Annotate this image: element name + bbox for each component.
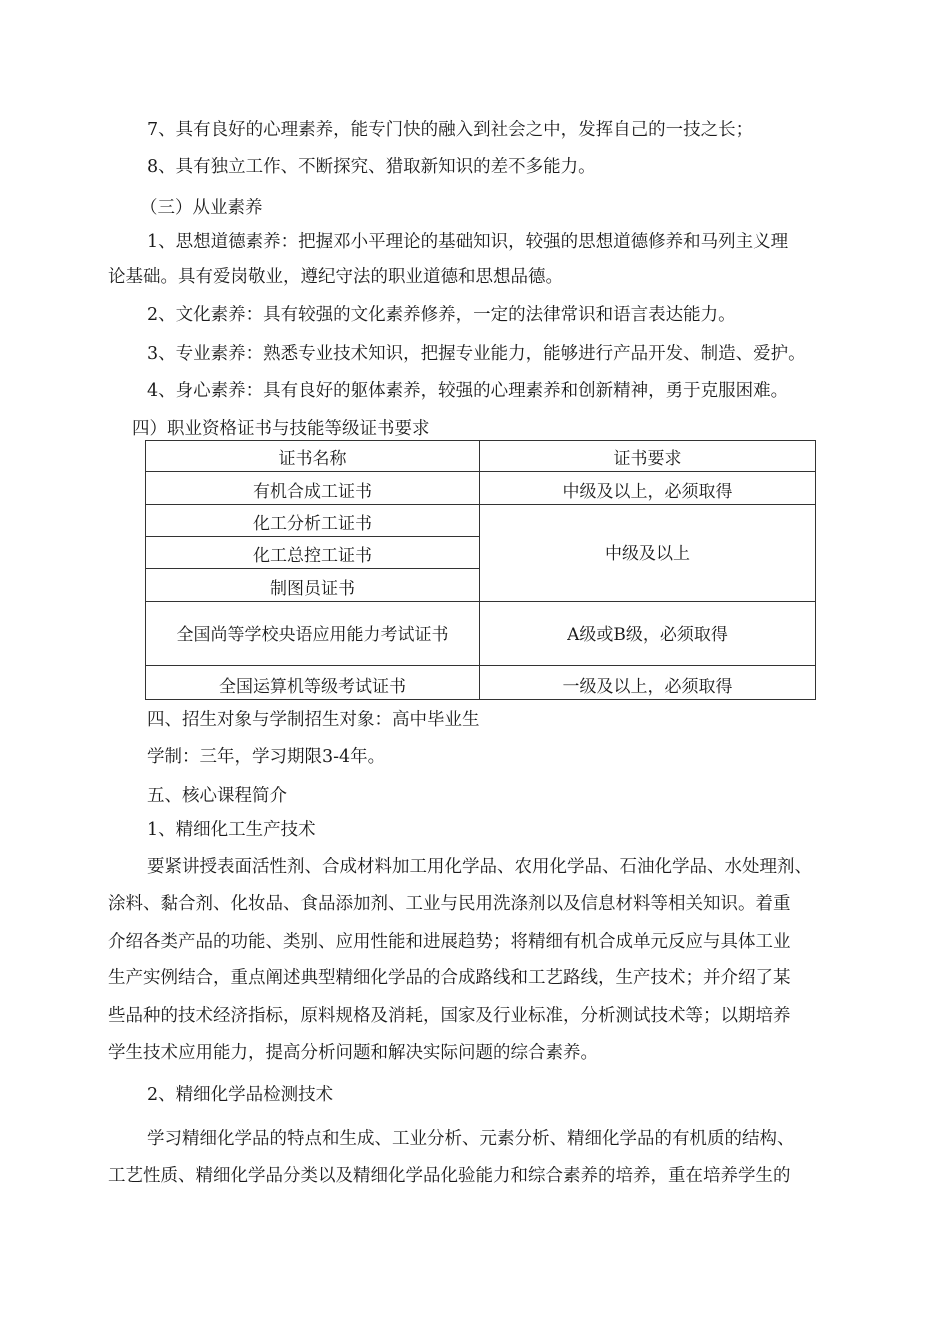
table-cell: 全国运算机等级考试证书	[146, 665, 480, 699]
table-cell: 中级及以上，必须取得	[480, 472, 816, 505]
course-1-paragraph-line: 介绍各类产品的功能、类别、应用性能和进展趋势；将精细有机合成单元反应与具体工业	[108, 932, 791, 952]
professional-item-2: 2、文化素养：具有较强的文化素养修养，一定的法律常识和语言表达能力。	[147, 305, 736, 325]
table-row	[146, 665, 816, 699]
core-courses-heading: 五、核心课程简介	[147, 786, 287, 806]
table-row	[146, 505, 816, 537]
table-cell: 化工分析工证书	[146, 505, 480, 537]
certificates-heading: 四）职业资格证书与技能等级证书要求	[132, 419, 430, 439]
table-header-row	[146, 441, 816, 472]
table-header-cell: 证书名称	[146, 441, 480, 472]
course-1-paragraph-line: 涂料、黏合剂、化妆品、食品添加剂、工业与民用洗涤剂以及信息材料等相关知识。着重	[108, 894, 791, 914]
table-cell: 化工总控工证书	[146, 537, 480, 569]
professional-item-3: 3、专业素养：熟悉专业技术知识，把握专业能力，能够进行产品开发、制造、爱护。	[147, 344, 806, 364]
table-header-cell: 证书要求	[480, 441, 816, 472]
course-2-paragraph-line: 工艺性质、精细化学品分类以及精细化学品化验能力和综合素养的培养，重在培养学生的	[108, 1166, 791, 1186]
table-cell: 有机合成工证书	[146, 472, 480, 505]
course-2-paragraph-line: 学习精细化学品的特点和生成、工业分析、元素分析、精细化学品的有机质的结构、	[147, 1129, 795, 1149]
course-1-paragraph-line: 要紧讲授表面活性剂、合成材料加工用化学品、农用化学品、石油化学品、水处理剂、	[147, 857, 812, 877]
table-cell: A级或B级，必须取得	[480, 601, 816, 665]
table-row	[146, 472, 816, 505]
table-cell: 制图员证书	[146, 569, 480, 601]
table-row	[146, 601, 816, 665]
course-2-title: 2、精细化学品检测技术	[147, 1085, 334, 1105]
admission-line-2: 学制：三年，学习期限3-4年。	[147, 747, 386, 767]
course-1-paragraph-line: 些品种的技术经济指标，原料规格及消耗，国家及行业标准，分析测试技术等；以期培养	[108, 1006, 791, 1026]
course-1-paragraph-line: 学生技术应用能力，提高分析问题和解决实际问题的综合素养。	[108, 1043, 598, 1063]
admission-line-1: 四、招生对象与学制招生对象：高中毕业生	[147, 710, 480, 730]
section-heading-professional: （三）从业素养	[140, 198, 263, 218]
course-1-paragraph-line: 生产实例结合，重点阐述典型精细化学品的合成路线和工艺路线，生产技术；并介绍了某	[108, 968, 791, 988]
paragraph-item-8: 8、具有独立工作、不断探究、猎取新知识的差不多能力。	[147, 157, 596, 177]
table-cell: 一级及以上，必须取得	[480, 665, 816, 699]
certificates-table	[145, 440, 816, 700]
table-cell-merged: 中级及以上	[480, 505, 816, 601]
table-cell: 全国尚等学校央语应用能力考试证书	[146, 601, 480, 665]
professional-item-4: 4、身心素养：具有良好的躯体素养，较强的心理素养和创新精神，勇于克服困难。	[147, 381, 789, 401]
professional-item-1-line-2: 论基础。具有爱岗敬业，遵纪守法的职业道德和思想品德。	[108, 267, 563, 287]
professional-item-1-line-1: 1、思想道德素养：把握邓小平理论的基础知识，较强的思想道德修养和马列主义理	[147, 232, 789, 252]
paragraph-item-7: 7、具有良好的心理素养，能专门快的融入到社会之中，发挥自己的一技之长；	[147, 120, 754, 140]
course-1-title: 1、精细化工生产技术	[147, 820, 316, 840]
